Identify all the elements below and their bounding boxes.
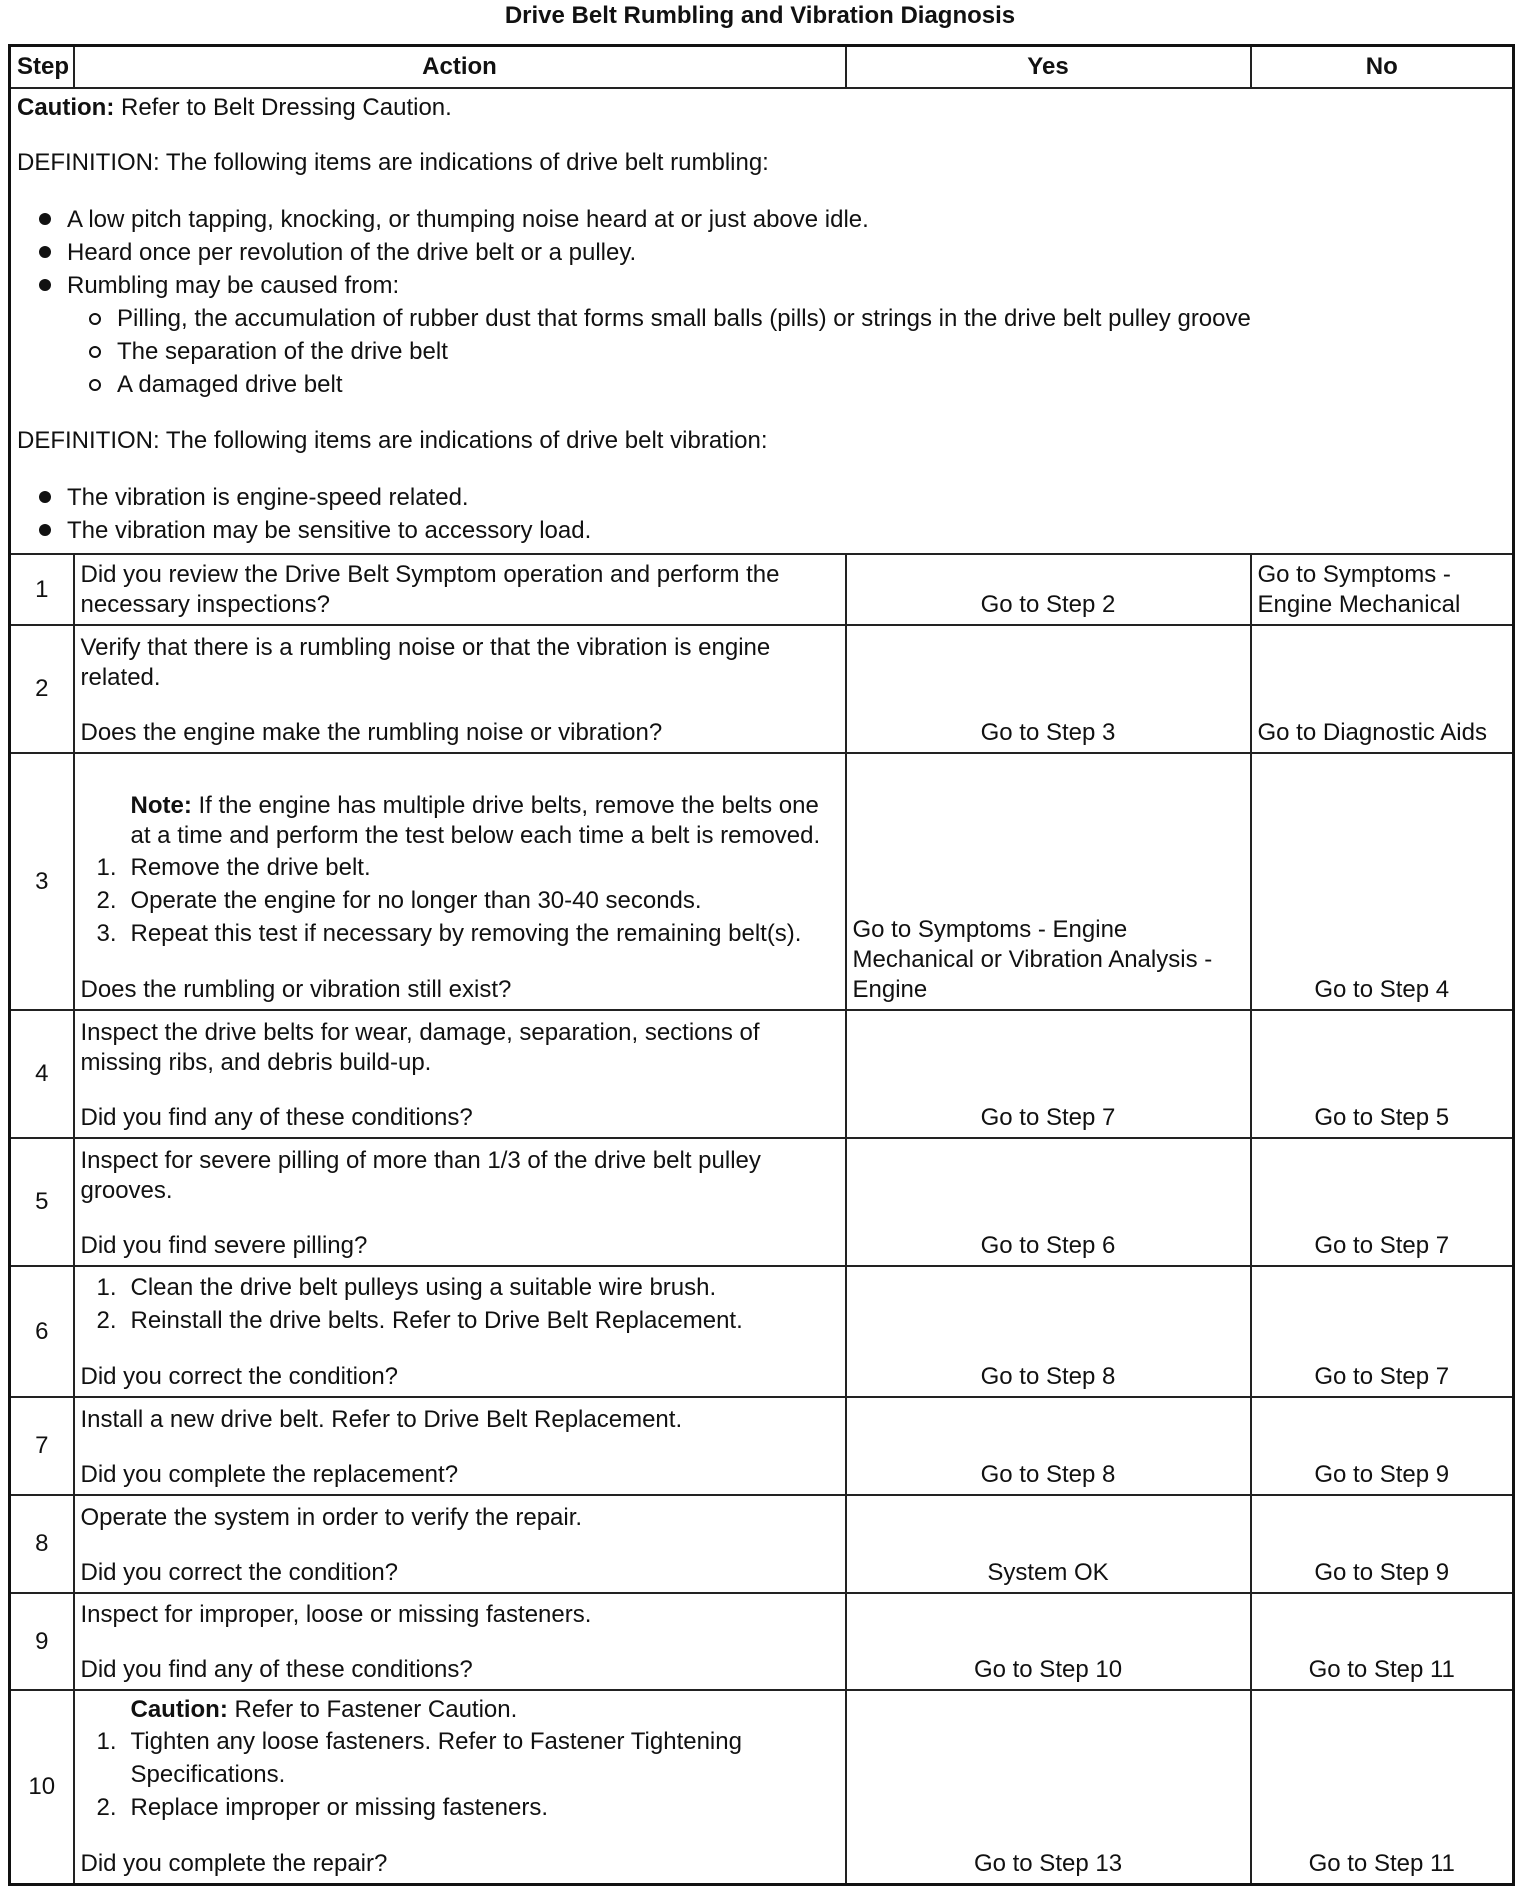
- action-question: Did you complete the repair?: [80, 1850, 388, 1877]
- action-text: Inspect for severe pilling of more than 1/3 of the drive belt pulley grooves.: [80, 1147, 761, 1204]
- list-item: Pilling, the accumulation of rubber dust that forms small balls (pills) or strings in the drive belt pulley groove: [89, 302, 1506, 335]
- yes-cell: Go to Step 6: [846, 1138, 1251, 1266]
- table-row: [10, 554, 1514, 625]
- list-item-text: Rumbling may be caused from:: [67, 272, 400, 299]
- list-item-text: Repeat this test if necessary by removing the remaining belt(s).: [130, 920, 802, 947]
- no-cell: Go to Step 4: [1251, 753, 1514, 1010]
- step-number: 6: [10, 1266, 74, 1397]
- action-steps: [81, 1271, 839, 1337]
- step-number: 5: [10, 1138, 74, 1266]
- step-number: 9: [10, 1593, 74, 1690]
- yes-cell: Go to Step 7: [846, 1010, 1251, 1138]
- list-item: [39, 269, 1506, 401]
- step-number: 7: [10, 1397, 74, 1495]
- yes-cell: System OK: [846, 1495, 1251, 1593]
- action-steps: [81, 1725, 839, 1824]
- list-item: 2. Operate the engine for no longer than 30-40 seconds.: [96, 887, 702, 914]
- action-cell: [74, 554, 846, 625]
- action-question: Did you complete the replacement?: [80, 1461, 459, 1488]
- list-item-text: Reinstall the drive belts. Refer to Drive Belt Replacement.: [130, 1307, 743, 1334]
- step-number: 2: [10, 625, 74, 753]
- list-item: 2. Replace improper or missing fasteners.: [96, 1794, 549, 1821]
- rumbling-list: [17, 203, 1506, 401]
- action-text: Inspect for improper, loose or missing fasteners.: [80, 1601, 592, 1628]
- no-cell: Go to Step 5: [1251, 1010, 1514, 1138]
- action-text: Inspect the drive belts for wear, damage, separation, sections of missing ribs, and debris build-up.: [80, 1019, 760, 1076]
- list-item: The vibration may be sensitive to accessory load.: [39, 514, 1506, 547]
- note-text: If the engine has multiple drive belts, remove the belts one at a time and perform the test below each time a belt is removed.: [130, 792, 821, 849]
- header-step: Step: [10, 46, 74, 89]
- no-cell: Go to Step 11: [1251, 1593, 1514, 1690]
- table-row: [10, 1138, 1514, 1266]
- no-cell: Go to Step 7: [1251, 1266, 1514, 1397]
- rumbling-definition: DEFINITION: The following items are indications of drive belt rumbling:: [17, 149, 769, 176]
- yes-cell: Go to Step 3: [846, 625, 1251, 753]
- table-row: [10, 1495, 1514, 1593]
- step-number: 8: [10, 1495, 74, 1593]
- list-item-text: Replace improper or missing fasteners.: [130, 1794, 549, 1821]
- vibration-list: [17, 481, 1506, 547]
- step-number: 1: [10, 554, 74, 625]
- action-question: Did you find any of these conditions?: [80, 1656, 473, 1683]
- table-row: [10, 1010, 1514, 1138]
- list-item: 1. Clean the drive belt pulleys using a suitable wire brush.: [96, 1274, 717, 1301]
- list-item: 1. Remove the drive belt.: [96, 854, 371, 881]
- action-cell: [74, 1397, 846, 1495]
- page-title: Drive Belt Rumbling and Vibration Diagnosis: [504, 2, 1016, 29]
- action-question: Does the rumbling or vibration still exist?: [80, 976, 512, 1003]
- rumbling-causes-list: [67, 302, 1506, 401]
- fastener-caution: [81, 1695, 839, 1725]
- yes-cell: Go to Symptoms - Engine Mechanical or Vibration Analysis - Engine: [846, 753, 1251, 1010]
- yes-cell: Go to Step 2: [846, 554, 1251, 625]
- step-number: 4: [10, 1010, 74, 1138]
- vibration-definition: DEFINITION: The following items are indications of drive belt vibration:: [17, 427, 768, 454]
- yes-cell: Go to Step 10: [846, 1593, 1251, 1690]
- list-item-text: Remove the drive belt.: [130, 854, 371, 881]
- action-cell: [74, 753, 846, 1010]
- no-cell: Go to Step 11: [1251, 1690, 1514, 1885]
- action-cell: [74, 1495, 846, 1593]
- caution-label: Caution:: [130, 1696, 228, 1723]
- list-item: The separation of the drive belt: [89, 335, 1506, 368]
- header-no: No: [1251, 46, 1514, 89]
- list-item: The vibration is engine-speed related.: [39, 481, 1506, 514]
- belt-dressing-caution: [17, 93, 1506, 123]
- no-cell: Go to Step 9: [1251, 1397, 1514, 1495]
- action-question: Did you correct the condition?: [80, 1559, 399, 1586]
- header-yes: Yes: [846, 46, 1251, 89]
- step-number: 3: [10, 753, 74, 1010]
- yes-cell: Go to Step 8: [846, 1266, 1251, 1397]
- diagnosis-table: [8, 44, 1515, 1886]
- caution-text: Refer to Belt Dressing Caution.: [114, 94, 452, 121]
- table-row: [10, 1690, 1514, 1885]
- action-question: Did you find any of these conditions?: [80, 1104, 473, 1131]
- no-cell: Go to Step 9: [1251, 1495, 1514, 1593]
- list-item: A low pitch tapping, knocking, or thumping noise heard at or just above idle.: [39, 203, 1506, 236]
- no-cell: Go to Symptoms - Engine Mechanical: [1251, 554, 1514, 625]
- caution-label: Caution:: [17, 94, 115, 121]
- list-item: 1. Tighten any loose fasteners. Refer to Fastener Tightening Specifications.: [96, 1728, 742, 1788]
- table-row: [10, 753, 1514, 1010]
- list-item-text: Tighten any loose fasteners. Refer to Fastener Tightening Specifications.: [130, 1728, 742, 1788]
- intro-row: [10, 88, 1514, 554]
- table-row: [10, 1397, 1514, 1495]
- list-item: 2. Reinstall the drive belts. Refer to Drive Belt Replacement.: [96, 1307, 743, 1334]
- action-text: Verify that there is a rumbling noise or that the vibration is engine related.: [80, 634, 771, 691]
- list-item: 3. Repeat this test if necessary by removing the remaining belt(s).: [96, 920, 802, 947]
- action-cell: [74, 1593, 846, 1690]
- action-question: Did you correct the condition?: [80, 1363, 399, 1390]
- table-row: [10, 1266, 1514, 1397]
- action-text: Install a new drive belt. Refer to Drive Belt Replacement.: [80, 1406, 683, 1433]
- header-action: Action: [74, 46, 846, 89]
- action-question: Did you review the Drive Belt Symptom operation and perform the necessary inspections?: [80, 561, 780, 618]
- action-cell: [74, 1010, 846, 1138]
- caution-text: Refer to Fastener Caution.: [227, 1696, 518, 1723]
- action-question: Did you find severe pilling?: [80, 1232, 368, 1259]
- yes-cell: Go to Step 8: [846, 1397, 1251, 1495]
- list-item: Heard once per revolution of the drive belt or a pulley.: [39, 236, 1506, 269]
- action-cell: [74, 625, 846, 753]
- note-label: Note:: [130, 792, 192, 819]
- list-item-text: Operate the engine for no longer than 30-40 seconds.: [130, 887, 702, 914]
- action-cell: [74, 1138, 846, 1266]
- step-number: 10: [10, 1690, 74, 1885]
- action-cell: [74, 1266, 846, 1397]
- note: [81, 791, 839, 851]
- action-steps: [81, 851, 839, 950]
- no-cell: Go to Step 7: [1251, 1138, 1514, 1266]
- action-cell: [74, 1690, 846, 1885]
- yes-cell: Go to Step 13: [846, 1690, 1251, 1885]
- table-row: [10, 1593, 1514, 1690]
- no-cell: Go to Diagnostic Aids: [1251, 625, 1514, 753]
- table-row: [10, 625, 1514, 753]
- action-text: Operate the system in order to verify the repair.: [80, 1504, 583, 1531]
- table-header-row: [10, 46, 1514, 89]
- list-item: A damaged drive belt: [89, 368, 1506, 401]
- list-item-text: Clean the drive belt pulleys using a suitable wire brush.: [130, 1274, 717, 1301]
- intro-cell: [10, 88, 1514, 554]
- action-question: Does the engine make the rumbling noise or vibration?: [80, 719, 663, 746]
